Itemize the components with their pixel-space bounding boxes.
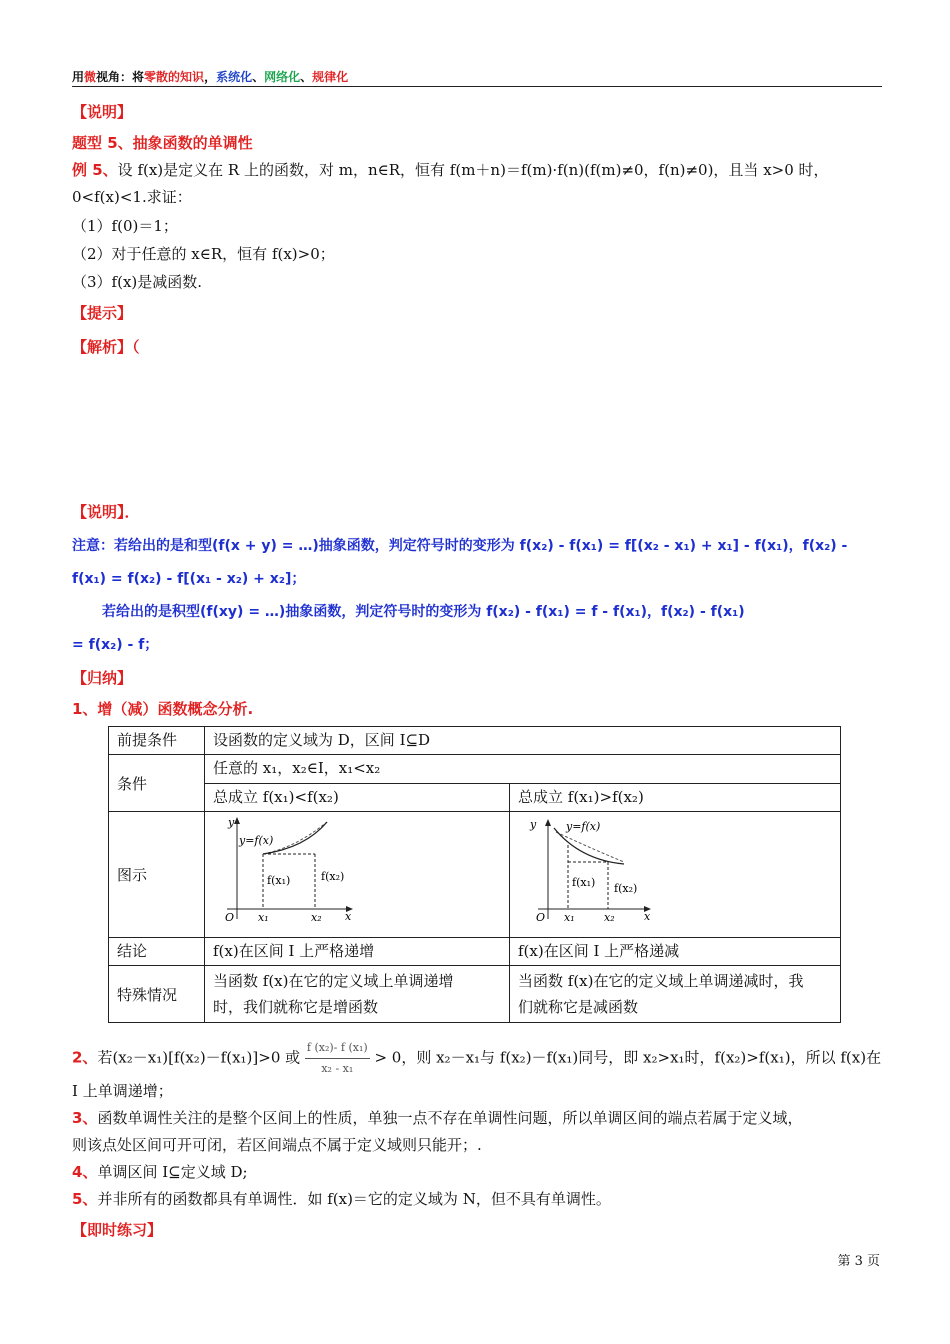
label-origin: O <box>225 911 235 924</box>
cell-increasing-condition: 总成立 f(x₁)<f(x₂) <box>205 784 510 812</box>
label-x1: x₁ <box>258 911 269 924</box>
note-sum-line-2: f(x₁) = f(x₂) - f[(x₁ - x₂) + x₂]； <box>72 571 306 587</box>
note-label: 【说明】 <box>72 103 133 121</box>
cell-conclusion-label: 结论 <box>109 938 205 966</box>
question-1: （1）f(0)＝1； <box>72 217 178 235</box>
label-y: y <box>530 818 537 831</box>
cell-conclusion-decreasing: f(x)在区间 I 上严格递减 <box>510 938 841 966</box>
page-number: 第 3 页 <box>837 1254 880 1269</box>
note-product-line-2: = f(x₂) - f； <box>72 637 159 653</box>
label-fx: y=f(x) <box>566 820 601 833</box>
example-line-1: 例 5、设 f(x)是定义在 R 上的函数，对 m，n∈R，恒有 f(m＋n)＝f(m)·f(n)(f(m)≠0，f(n)≠0)，且当 x>0 时， <box>72 161 829 179</box>
summary-item-4: 4、单调区间 I⊆定义域 D; <box>72 1163 248 1181</box>
question-3: （3）f(x)是减函数. <box>72 273 203 291</box>
cell-increasing-graph <box>205 812 510 938</box>
secant-line <box>556 832 624 862</box>
label-x2: x₂ <box>604 911 615 924</box>
label-x: x <box>345 910 352 923</box>
cell-special-label: 特殊情况 <box>109 966 205 1023</box>
topic-title: 题型 5、抽象函数的单调性 <box>72 134 253 152</box>
cell-decreasing-graph <box>510 812 841 938</box>
cell-premise-value: 设函数的定义域为 D，区间 I⊆D <box>205 727 841 755</box>
page-header: 用微视角：将零散的知识，系统化、网络化、规律化 <box>72 70 349 84</box>
cell-special-increasing: 当函数 f(x)在它的定义域上单调递增 时，我们就称它是增函数 <box>205 966 510 1023</box>
fraction: $\frac{\text{f (x₂)- f (x₁)}}{\text{x₂ - x₁}}$ <box>305 1038 370 1079</box>
label-origin: O <box>536 911 546 924</box>
summary-item-3-line-2: 则该点处区间可开可闭，若区间端点不属于定义域则只能开；. <box>72 1136 482 1154</box>
label-x2: x₂ <box>311 911 322 924</box>
curve-decreasing <box>554 828 624 864</box>
label-fx1: f(x₁) <box>267 874 291 887</box>
question-2: （2）对于任意的 x∈R，恒有 f(x)>0； <box>72 245 335 263</box>
cell-figure-label: 图示 <box>109 812 205 938</box>
y-axis-arrow <box>234 817 240 824</box>
label-fx2: f(x₂) <box>321 870 345 883</box>
label-fx2: f(x₂) <box>614 882 638 895</box>
monotonicity-table <box>108 726 841 1023</box>
summary-item-5: 5、并非所有的函数都具有单调性．如 f(x)＝它的定义域为 N，但不具有单调性。 <box>72 1190 611 1208</box>
note-sum-line-1: 注意：若给出的是和型(f(x + y) = …)抽象函数，判定符号时的变形为 f(x₂) - f(x₁) = f[(x₂ - x₁) + x₁] - f(x₁)，f(x₂) - <box>72 538 848 554</box>
note-label-2: 【说明】． <box>72 503 140 521</box>
y-axis-arrow <box>545 819 551 826</box>
label-y: y <box>228 816 235 829</box>
summary-item-1: 1、增（减）函数概念分析. <box>72 700 254 718</box>
analysis-label: 【解析】（ <box>72 338 140 356</box>
label-fx: y=f(x) <box>239 834 274 847</box>
cell-premise-label: 前提条件 <box>109 727 205 755</box>
label-x1: x₁ <box>564 911 575 924</box>
header-divider <box>72 86 882 87</box>
note-product-line-1: 若给出的是积型(f(xy) = …)抽象函数，判定符号时的变形为 f(x₂) - f(x₁) = f - f(x₁)，f(x₂) - f(x₁) <box>102 604 745 620</box>
example-line-2: 0<f(x)<1.求证： <box>72 188 192 206</box>
decreasing-graph <box>520 814 680 926</box>
increasing-graph <box>215 814 375 926</box>
cell-condition-value: 任意的 x₁，x₂∈I，x₁<x₂ <box>205 755 841 784</box>
label-x: x <box>644 910 651 923</box>
label-fx1: f(x₁) <box>572 876 596 889</box>
cell-condition-label: 条件 <box>109 755 205 812</box>
hint-label: 【提示】 <box>72 304 133 322</box>
summary-label: 【归纳】 <box>72 669 133 687</box>
cell-decreasing-condition: 总成立 f(x₁)>f(x₂) <box>510 784 841 812</box>
summary-item-2-line-1: 2、若(x₂－x₁)[f(x₂)－f(x₁)]>0 或 $\frac{\text{f (x₂)- f (x₁)}}{\text{x₂ - x₁}}$ > 0，则 x₂－x₁与 f(x₂)－f(x₁)同号，即 x₂>x₁时，f(x₂)>f(x₁)，所以 f(x)在 <box>72 1038 881 1079</box>
summary-item-2-line-2: I 上单调递增； <box>72 1082 173 1100</box>
summary-item-3-line-1: 3、函数单调性关注的是整个区间上的性质，单独一点不存在单调性问题，所以单调区间的端点若属于定义域， <box>72 1109 803 1127</box>
cell-special-decreasing: 当函数 f(x)在它的定义域上单调递减时，我 们就称它是减函数 <box>510 966 841 1023</box>
practice-label: 【即时练习】 <box>72 1221 163 1239</box>
cell-conclusion-increasing: f(x)在区间 I 上严格递增 <box>205 938 510 966</box>
